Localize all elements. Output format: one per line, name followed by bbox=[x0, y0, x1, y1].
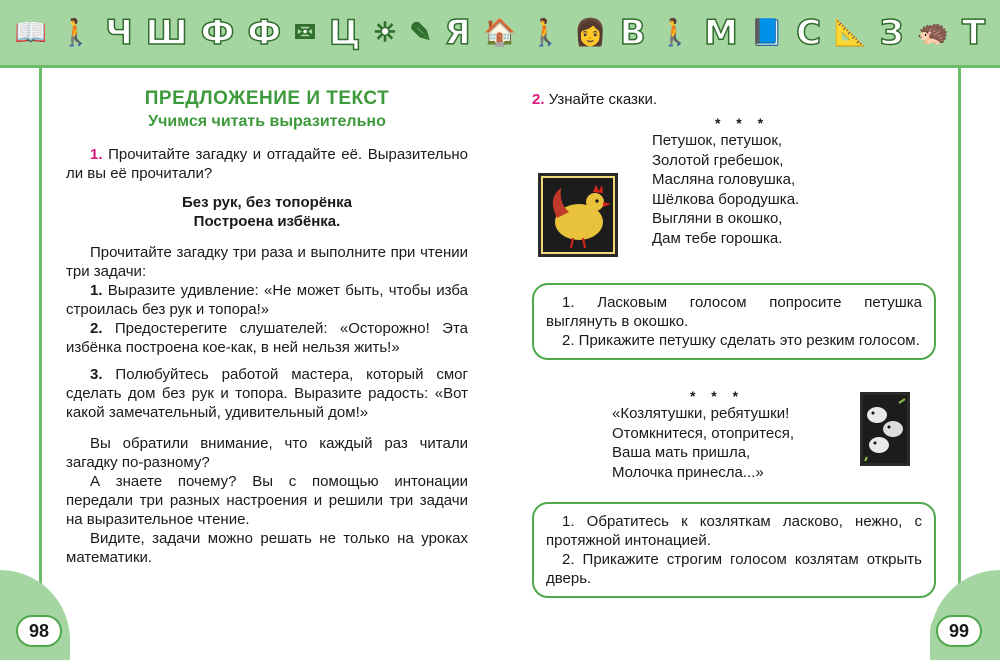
banner-glyph-icon: Ф bbox=[200, 12, 235, 53]
banner-glyph-icon: Ш bbox=[145, 12, 188, 53]
subtask-1-number: 1. bbox=[90, 282, 103, 299]
box-1-item-2: 2. Прикажите петушку сделать это резким голосом. bbox=[562, 332, 920, 349]
subtask-2-number: 2. bbox=[90, 320, 103, 337]
poem-1-section bbox=[532, 115, 936, 253]
riddle-line-1: Без рук, без топорёнка bbox=[181, 194, 353, 211]
poem-2-stars: * * * bbox=[689, 388, 745, 404]
banner-glyph-icon: B bbox=[619, 12, 646, 53]
task-1-number: 1. bbox=[90, 146, 103, 163]
paragraph-1: Вы обратили внимание, что каждый раз читали загадку по-разному? bbox=[66, 435, 468, 471]
paragraph-3: Видите, задачи можно решать не только на уроках математики. bbox=[66, 530, 468, 566]
left-page-border bbox=[39, 66, 42, 601]
subtask-3-text: Полюбуйтесь работой мастера, который смог сделать дом без рук и топора. Выразите радость: «Вот какой замечательный, удивительный дом!» bbox=[66, 366, 468, 421]
subtask-3 bbox=[66, 365, 468, 422]
banner-glyph-icon: 📖 bbox=[14, 17, 47, 48]
tasks-box-1 bbox=[532, 283, 936, 360]
riddle-line-2: Построена избёнка. bbox=[193, 213, 341, 230]
task-2-number: 2. bbox=[532, 91, 545, 108]
goats-picture bbox=[860, 392, 910, 466]
banner-glyph-icon: Ч bbox=[105, 12, 133, 53]
poem-1-lines bbox=[652, 131, 932, 248]
goat-kids-icon bbox=[863, 395, 907, 463]
tasks-box-2 bbox=[532, 502, 936, 598]
subtask-1-text: Выразите удивление: «Не может быть, чтобы изба строилась без рук и топора!» bbox=[66, 282, 468, 318]
banner-glyph-icon: 📘 bbox=[750, 17, 784, 48]
subtask-2-text: Предостерегите слушателей: «Осторожно! Эта избёнка построена кое-как, в ней нельзя жить!» bbox=[66, 320, 468, 356]
rooster-icon bbox=[543, 178, 613, 252]
page-number-left-text: 98 bbox=[16, 615, 62, 647]
left-page bbox=[66, 88, 468, 567]
banner-glyph-icon: ✉ bbox=[294, 17, 316, 48]
banner-glyph-icon: 🚶 bbox=[529, 17, 562, 48]
box-2-item-1: 1. Обратитесь к козляткам ласково, нежно, с протяжной интонацией. bbox=[546, 513, 922, 549]
poem-1-line: Масляна головушка, bbox=[652, 171, 796, 188]
banner-glyph-icon: 👩 bbox=[574, 17, 607, 48]
subtask-1 bbox=[66, 281, 468, 319]
poem-2-line: Молочка принесла...» bbox=[612, 463, 764, 481]
task-2-text: Узнайте сказки. bbox=[548, 91, 658, 108]
poem-2-line: «Козлятушки, ребятушки! bbox=[612, 405, 790, 422]
poem-1-line: Дам тебе горошка. bbox=[652, 229, 783, 247]
task-1-text: Прочитайте загадку и отгадайте её. Выразительно ли вы её прочитали? bbox=[66, 146, 469, 182]
task-1 bbox=[66, 145, 468, 183]
box-2-item-2: 2. Прикажите строгим голосом козлятам открыть дверь. bbox=[546, 551, 922, 587]
right-page bbox=[532, 90, 936, 598]
top-banner bbox=[0, 0, 1000, 68]
poem-1-line: Шёлкова бородушка. bbox=[652, 190, 800, 208]
banner-glyph-icon: ✎ bbox=[409, 17, 432, 48]
page-number-left bbox=[10, 610, 68, 652]
right-page-border bbox=[958, 66, 961, 601]
banner-glyph-icon: 🦔 bbox=[916, 17, 949, 48]
banner-glyph-icon: Ц bbox=[328, 12, 361, 53]
poem-1-line: Петушок, петушок, bbox=[652, 132, 783, 149]
banner-glyph-icon: M bbox=[703, 12, 738, 53]
poem-2-line: Отомкнитеся, отопритеся, bbox=[612, 424, 794, 442]
poem-1-line: Выгляни в окошко, bbox=[652, 210, 783, 227]
poem-2-lines bbox=[612, 404, 872, 482]
banner-glyph-icon: C bbox=[796, 12, 822, 53]
banner-glyph-icon: 🏠 bbox=[483, 17, 517, 48]
paragraph-2: А знаете почему? Вы с помощью интонации передали три разных настроения и решили три задачи на выразительное чтение. bbox=[66, 473, 468, 528]
banner-glyph-icon: ☀ bbox=[373, 17, 397, 48]
poem-2-section bbox=[532, 388, 936, 484]
subtask-3-number: 3. bbox=[90, 366, 103, 383]
rooster-picture bbox=[538, 173, 618, 257]
box-1-item-1: 1. Ласковым голосом попросите петушка выглянуть в окошко. bbox=[546, 294, 922, 330]
page-number-right bbox=[930, 610, 988, 652]
lesson-subtitle: Учимся читать выразительно bbox=[148, 113, 386, 130]
poem-1-stars: * * * bbox=[714, 115, 770, 131]
poem-1-line: Золотой гребешок, bbox=[652, 151, 784, 169]
instruction: Прочитайте загадку три раза и выполните при чтении три задачи: bbox=[66, 244, 468, 280]
poem-2-line: Ваша мать пришла, bbox=[612, 444, 751, 461]
banner-glyph-icon: 📐 bbox=[834, 17, 867, 48]
banner-glyph-icon: Ф bbox=[247, 12, 282, 53]
banner-glyph-icon: 🚶 bbox=[59, 17, 93, 48]
banner-glyph-icon: З bbox=[879, 12, 904, 53]
banner-glyph-icon: Я bbox=[444, 12, 471, 53]
page-number-right-text: 99 bbox=[936, 615, 982, 647]
poem-1 bbox=[652, 115, 932, 248]
subtask-2 bbox=[66, 319, 468, 357]
lesson-title: ПРЕДЛОЖЕНИЕ И ТЕКСТ bbox=[144, 88, 390, 109]
poem-2 bbox=[612, 388, 872, 482]
task-2 bbox=[532, 90, 936, 109]
banner-glyph-icon: T bbox=[961, 12, 986, 53]
riddle bbox=[66, 193, 468, 231]
banner-glyph-icon: 🚶 bbox=[658, 17, 691, 48]
